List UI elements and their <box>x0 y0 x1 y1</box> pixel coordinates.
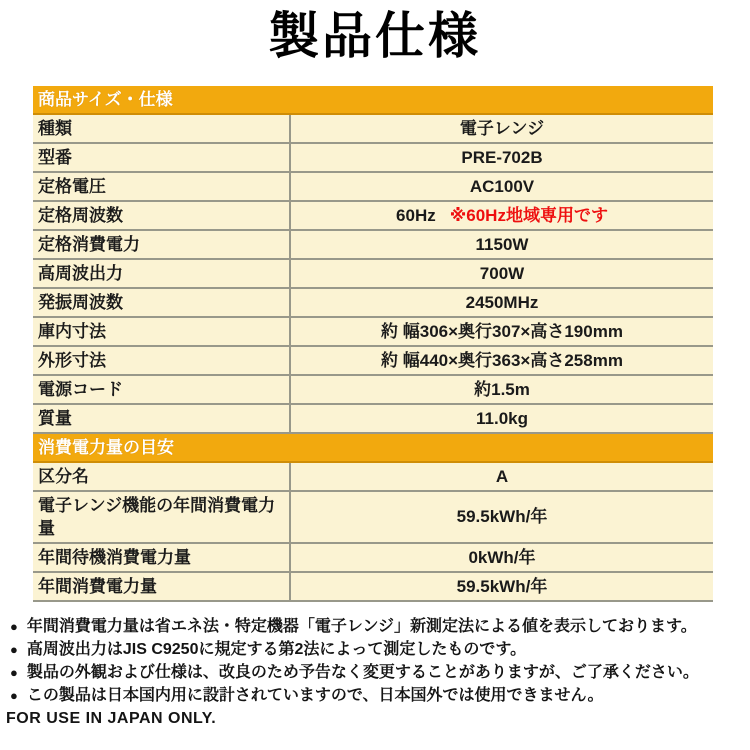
spec-table <box>33 86 713 602</box>
row-value <box>289 173 713 200</box>
value-text: 700W <box>479 263 525 283</box>
table-row <box>33 463 713 492</box>
row-value <box>289 231 713 258</box>
table-row <box>33 260 713 289</box>
table-row <box>33 405 713 434</box>
table-row <box>33 318 713 347</box>
row-value <box>289 289 713 316</box>
note-line <box>10 661 746 684</box>
row-value <box>289 202 713 229</box>
bullet-icon: ● <box>10 687 18 703</box>
value-text: 11.0kg <box>476 408 528 428</box>
row-label: 定格消費電力 <box>38 234 140 254</box>
row-label: 発振周波数 <box>38 292 123 312</box>
note-text: 高周波出力はJIS C9250に規定する第2法によって測定したものです。 <box>26 640 527 658</box>
value-text: A <box>495 466 509 486</box>
note-line <box>10 684 746 707</box>
row-label: 高周波出力 <box>38 263 123 283</box>
section-header: 商品サイズ・仕様 <box>33 86 713 115</box>
table-row <box>33 376 713 405</box>
table-row <box>33 173 713 202</box>
row-label: 電源コード <box>38 379 123 399</box>
note-text: 年間消費電力量は省エネ法・特定機器「電子レンジ」新測定法による値を表示しております。 <box>26 617 697 635</box>
value-text: 59.5kWh/年 <box>456 576 548 596</box>
note-text: 製品の外観および仕様は、改良のため予告なく変更することがありますが、ご了承ください。 <box>26 663 699 681</box>
row-value <box>289 318 713 345</box>
table-row <box>33 573 713 600</box>
row-label: 質量 <box>38 408 72 428</box>
row-label: 電子レンジ機能の年間消費電力量 <box>38 495 276 538</box>
table-row <box>33 289 713 318</box>
row-label: 定格電圧 <box>38 176 106 196</box>
spec-sheet-page <box>0 4 750 750</box>
row-value <box>289 544 713 571</box>
value-text: 60Hz <box>396 205 436 225</box>
table-row <box>33 544 713 573</box>
row-label: 外形寸法 <box>38 350 106 370</box>
value-text: 0kWh/年 <box>468 547 536 567</box>
row-value <box>289 463 713 490</box>
section-header: 消費電力量の目安 <box>33 434 713 463</box>
value-text: 2450MHz <box>465 292 539 312</box>
row-label: 定格周波数 <box>38 205 123 225</box>
table-row <box>33 202 713 231</box>
value-text: 約 幅306×奥行307×高さ190mm <box>381 321 623 341</box>
value-text: 約 幅440×奥行363×高さ258mm <box>381 350 623 370</box>
row-label: 区分名 <box>38 466 89 486</box>
row-value <box>289 376 713 403</box>
row-value <box>289 573 713 600</box>
row-label: 種類 <box>38 118 72 138</box>
row-value <box>289 492 713 542</box>
row-value <box>289 115 713 142</box>
value-text: 約1.5m <box>474 379 530 399</box>
value-text: 59.5kWh/年 <box>456 507 548 526</box>
page-title: 製品仕様 <box>269 8 481 64</box>
value-text: PRE-702B <box>461 147 543 167</box>
note-line <box>10 615 746 638</box>
table-row <box>33 115 713 144</box>
note-text: この製品は日本国内用に設計されていますので、日本国外では使用できません。 <box>26 686 604 704</box>
value-text: 電子レンジ <box>459 118 545 138</box>
table-row <box>33 347 713 376</box>
table-row <box>33 492 713 544</box>
row-label: 庫内寸法 <box>38 321 106 341</box>
row-label: 年間消費電力量 <box>38 576 157 596</box>
bullet-icon: ● <box>10 641 18 657</box>
row-value <box>289 144 713 171</box>
row-label: 年間待機消費電力量 <box>38 547 191 567</box>
footnotes <box>6 615 746 730</box>
bullet-icon: ● <box>10 664 18 680</box>
value-warning-note: ※60Hz地域専用です <box>449 205 608 225</box>
row-value <box>289 405 713 432</box>
row-value <box>289 260 713 287</box>
row-value <box>289 347 713 374</box>
value-text: 1150W <box>475 234 529 254</box>
row-label: 型番 <box>38 147 72 167</box>
bullet-icon: ● <box>10 618 18 634</box>
note-line <box>10 638 746 661</box>
table-row <box>33 231 713 260</box>
table-row <box>33 144 713 173</box>
japan-only-footer: FOR USE IN JAPAN ONLY. <box>6 709 217 727</box>
value-text: AC100V <box>469 176 535 196</box>
